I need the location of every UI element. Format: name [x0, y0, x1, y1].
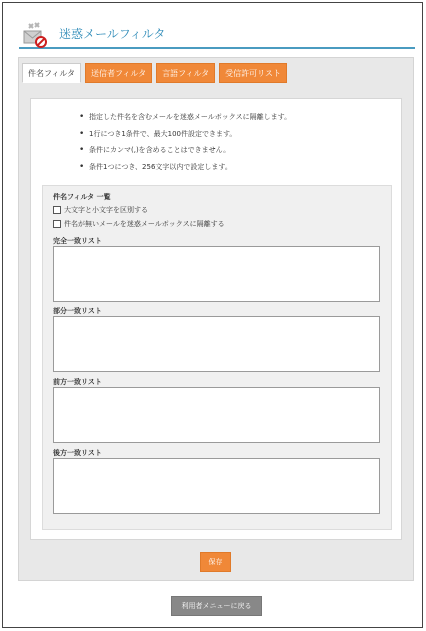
- case-sensitive-label: 大文字と小文字を区別する: [64, 206, 148, 214]
- no-subject-checkbox[interactable]: [53, 220, 61, 228]
- exact-match-label: 完全一致リスト: [53, 237, 102, 245]
- exact-match-textarea[interactable]: [53, 246, 380, 302]
- tab-sender-filter[interactable]: 送信者フィルタ: [85, 63, 152, 83]
- suffix-match-textarea[interactable]: [53, 458, 380, 514]
- save-button[interactable]: 保存: [200, 552, 231, 572]
- case-sensitive-checkbox[interactable]: [53, 206, 61, 214]
- partial-match-label: 部分一致リスト: [53, 307, 102, 315]
- note-item: • 1行につき1条件で、最大100件設定できます。: [89, 126, 291, 143]
- tab-language-filter[interactable]: 言語フィルタ: [156, 63, 215, 83]
- back-to-menu-button[interactable]: 利用者メニューに戻る: [171, 596, 262, 616]
- note-item: • 指定した件名を含むメールを迷惑メールボックスに隔離します。: [89, 109, 291, 126]
- settings-panel: [18, 57, 414, 581]
- no-subject-option[interactable]: [53, 219, 225, 229]
- notes-list: [89, 109, 291, 175]
- section-title: 件名フィルタ 一覧: [53, 193, 111, 201]
- page-title: 迷惑メールフィルタ: [59, 27, 166, 41]
- tab-subject-filter[interactable]: 件名フィルタ: [22, 63, 81, 83]
- case-sensitive-option[interactable]: [53, 205, 148, 215]
- tab-content: [30, 98, 402, 540]
- page-frame: [2, 2, 423, 628]
- page-header: [19, 17, 415, 49]
- prefix-match-label: 前方一致リスト: [53, 378, 102, 386]
- suffix-match-label: 後方一致リスト: [53, 449, 102, 457]
- partial-match-textarea[interactable]: [53, 316, 380, 372]
- tab-bar: [22, 63, 287, 83]
- note-item: • 条件1つにつき、256文字以内で設定します。: [89, 159, 291, 176]
- filter-envelope-icon: [21, 21, 49, 49]
- filter-section: [42, 185, 392, 530]
- prefix-match-textarea[interactable]: [53, 387, 380, 443]
- note-item: • 条件にカンマ(,)を含めることはできません。: [89, 142, 291, 159]
- tab-allow-list[interactable]: 受信許可リスト: [219, 63, 287, 83]
- no-subject-label: 件名が無いメールを迷惑メールボックスに隔離する: [64, 220, 225, 228]
